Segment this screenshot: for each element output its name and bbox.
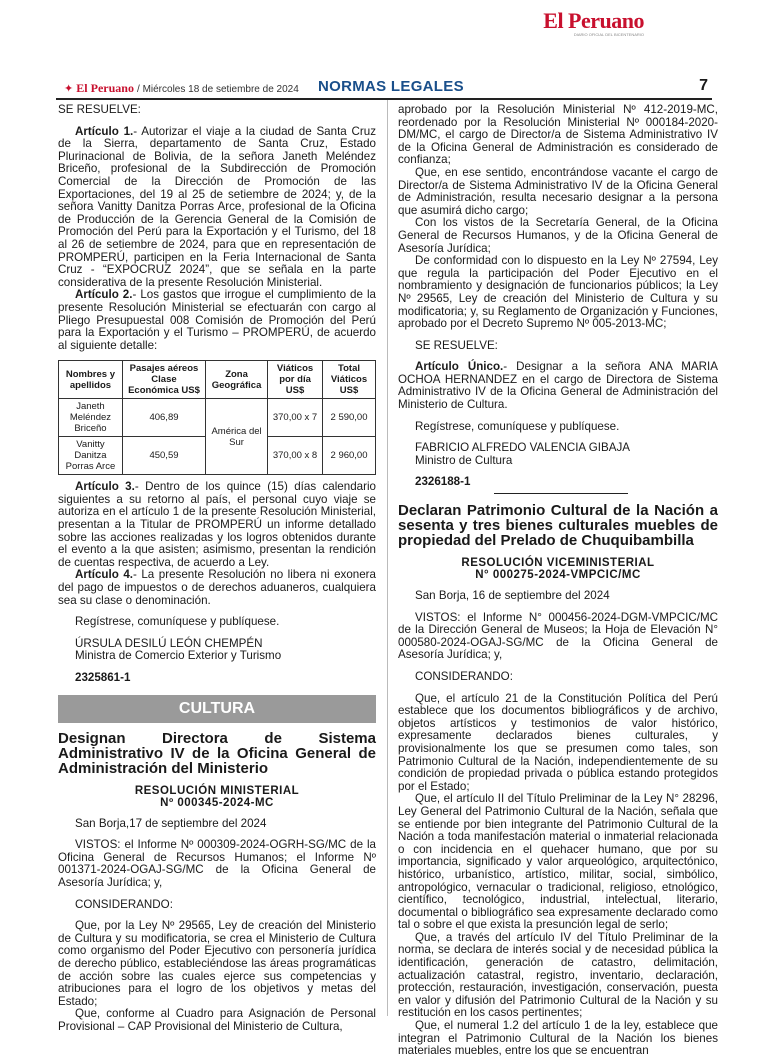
signer-title: Ministro de Cultura xyxy=(415,453,513,467)
table-header: Total Viáticos US$ xyxy=(323,361,376,399)
table-row: Vanitty Danitza Porras Arce 450,59 370,00 x 8 2 960,00 xyxy=(59,437,376,475)
brand-logo: El Peruano xyxy=(543,8,644,33)
headline: Declaran Patrimonio Cultural de la Nación a sesenta y tres bienes culturales muebles de propiedad del Prelado de Chuquibambilla xyxy=(398,502,718,550)
considerando: CONSIDERANDO: xyxy=(415,670,513,683)
table-header: Pasajes aéreos Clase Económica US$ xyxy=(122,361,205,399)
considerando-4: Que, el numeral 1.2 del artículo 1 de la ley, establece que integran el Patrimonio Cultural de la Nación los bienes materiales muebles, entre los que se encuentran xyxy=(398,1019,718,1058)
section-band: CULTURA xyxy=(58,695,376,723)
vistos: VISTOS: el Informe Nº 000309-2024-OGRH-SG/MC de la Oficina General de Recursos Humanos; el Informe Nº 001371-2024-OGAJ-SG/MC de la Oficina General de Asesoría Jurídica; y, xyxy=(58,838,376,889)
brand xyxy=(543,8,644,37)
article-unico: Artículo Único.- Designar a la señora ANA MARIA OCHOA HERNANDEZ en el cargo de Directora de Sistema Administrativo IV de la Oficina General de Administración del Ministerio de Cultura. xyxy=(398,360,718,412)
considerando: CONSIDERANDO: xyxy=(75,897,173,911)
signer-name: ÚRSULA DESILÚ LEÓN CHEMPÉN xyxy=(75,636,263,650)
registrese: Regístrese, comuníquese y publíquese. xyxy=(75,615,280,629)
article-4: Artículo 4.- La presente Resolución no libera ni exonera del pago de impuestos o de derechos aduaneros, cualquiera sea su clase o denominación. xyxy=(58,568,376,607)
signer-name: FABRICIO ALFREDO VALENCIA GIBAJA xyxy=(415,441,630,455)
viaticos-table xyxy=(58,360,376,475)
doc-code: 2325861-1 xyxy=(75,671,131,684)
se-resuelve: SE RESUELVE: xyxy=(58,103,141,116)
doc-code: 2326188-1 xyxy=(415,475,471,489)
se-resuelve: SE RESUELVE: xyxy=(415,338,498,352)
considerando-3: Que, a través del artículo IV del Título Preliminar de la norma, se declara de interés social y de necesidad pública la identificación, generación de catastro, delimitación, actualización catastral, registro, inventario, declaración, protección, restauración, investigación, conservación, puesta en valor y difusión del Patrimonio Cultural de la Nación y su restitución en los casos pertinentes; xyxy=(398,930,718,1020)
signer-title: Ministra de Comercio Exterior y Turismo xyxy=(75,649,282,663)
resolution-title: RESOLUCIÓN MINISTERIAL xyxy=(134,784,300,797)
table-header: Viáticos por día US$ xyxy=(268,361,323,399)
table-row: Janeth Meléndez Briceño 406,89 América del Sur 370,00 x 7 2 590,00 xyxy=(59,399,376,437)
paragraph: Que, en ese sentido, encontrándose vacante el cargo de Director/a de Sistema Administrativo IV de la Oficina General de Administración, resulta necesario designar a la persona que asumirá dicho cargo; xyxy=(398,165,718,217)
table-header: Nombres y apellidos xyxy=(59,361,123,399)
header-logo-text: El Peruano xyxy=(76,81,134,95)
vistos: VISTOS: el Informe N° 000456-2024-DGM-VMPCIC/MC de la Dirección General de Museos; la Hoja de Elevación N° 000580-2024-OGAJ-SG/MC de la Oficina General de Asesoría Jurídica; y, xyxy=(398,610,718,662)
headline: Designan Directora de Sistema Administrativo IV de la Oficina General de Administración del Ministerio xyxy=(58,729,376,777)
paragraph: De conformidad con lo dispuesto en la Ley Nº 27594, Ley que regula la participación del Poder Ejecutivo en el nombramiento y designación de funcionarios públicos; la Ley Nº 29565, Ley de creación del Ministerio de Cultura y su modificatoria; y, su Reglamento de Organización y Funciones, aprobado por el Decreto Supremo Nº 005-2013-MC; xyxy=(398,254,718,331)
paragraph: aprobado por la Resolución Ministerial Nº 412-2019-MC, reordenado por la Resolución Ministerial Nº 000184-2020-DM/MC, el cargo de Director/a de Sistema Administrativo IV de la Oficina General de Administración es considerado de confianza; xyxy=(398,103,718,167)
paragraph: Con los vistos de la Secretaría General, de la Oficina General de Recursos Humanos, y de la Oficina General de Asesoría Jurídica; xyxy=(398,216,718,255)
right-column xyxy=(398,104,718,1058)
column-divider xyxy=(387,100,388,1016)
header-rule xyxy=(56,98,712,100)
brand-tagline: DIARIO OFICIAL DEL BICENTENARIO xyxy=(573,32,644,37)
considerando-2: Que, conforme al Cuadro para Asignación de Personal Provisional – CAP Provisional del Ministerio de Cultura, xyxy=(58,1007,376,1033)
registrese: Regístrese, comuníquese y publíquese. xyxy=(415,419,620,433)
section-title: NORMAS LEGALES xyxy=(318,78,464,95)
header-logo xyxy=(64,81,299,96)
resolution-number: Nº 000345-2024-MC xyxy=(160,796,274,809)
table-header: Zona Geográfica xyxy=(206,361,268,399)
resolution-title: RESOLUCIÓN VICEMINISTERIAL xyxy=(461,557,655,570)
page-number: 7 xyxy=(699,77,708,94)
article-1: Artículo 1.- Autorizar el viaje a la ciudad de Santa Cruz de la Sierra, departamento de Santa Cruz, Estado Plurinacional de Bolivia, de la señora Janeth Meléndez Briceño, profesional de la Subdirección de Promoción Comercial de la Dirección de Promoción de las Exportaciones, del 19 al 25 de setiembre de 2024; y, de la señora Vanitty Danitza Porras Arce, profesional de la Oficina de Producción de la Gerencia General de la Comisión de Promoción del Perú para la Exportación y el Turismo, del 18 al 26 de setiembre de 2024, para que en representación de PROMPERÚ, participen en la Feria Internacional de Santa Cruz - “EXPOCRUZ 2024”, que se señala en la parte considerativa de la presente Resolución Ministerial. xyxy=(58,124,376,289)
place-date: San Borja, 16 de septiembre del 2024 xyxy=(415,589,610,603)
flag-icon: ✦ xyxy=(64,83,74,95)
place-date: San Borja,17 de septiembre del 2024 xyxy=(75,816,267,830)
left-column xyxy=(58,104,376,1034)
considerando-1: Que, el artículo 21 de la Constitución Política del Perú establece que los documentos bibliográficos y de archivo, objetos artísticos y testimonios de valor histórico, expresamente declarados bienes culturales, y provisionalmente los que se presumen como tales, son Patrimonio Cultural de la Nación, independientemente de su condición de propiedad privada o pública estando protegidos por el Estado; xyxy=(398,691,718,793)
article-3: Artículo 3.- Dentro de los quince (15) días calendario siguientes a su retorno al país, el personal cuyo viaje se autoriza en el artículo 1 de la presente Resolución Ministerial, presentan a la Titular de PROMPERÚ un informe detallado sobre las acciones realizadas y los logros obtenidos durante el evento a la que asisten; asimismo, presentan la rendición de cuentas respectiva, de acuerdo a Ley. xyxy=(58,480,376,569)
considerando-1: Que, por la Ley Nº 29565, Ley de creación del Ministerio de Cultura y su modificatoria, se crea el Ministerio de Cultura como organismo del Poder Ejecutivo con personería jurídica de derecho público, estableciéndose las áreas programáticas de acción sobre las cuales ejerce sus competencias y atribuciones para el logro de los objetivos y metas del Estado; xyxy=(58,919,376,1008)
considerando-2: Que, el artículo II del Título Preliminar de la Ley N° 28296, Ley General del Patrimonio Cultural de la Nación, señala que se entiende por bien integrante del Patrimonio Cultural de la Nación a toda manifestación material o inmaterial relacionada o con incidencia en el quehacer humano, que por su importancia, significado y valor arqueológico, arquitectónico, histórico, urbanístico, artístico, militar, social, simbólico, antropológico, vernacular o tradicional, religioso, etnológico, científico, tecnológico, industrial, intelectual, literario, documental o bibliográfico sea expresamente declarado como tal o sobre el que exista la presunción legal de serlo; xyxy=(398,792,718,932)
article-2: Artículo 2.- Los gastos que irrogue el cumplimiento de la presente Resolución Ministerial se efectuarán con cargo al Pliego Presupuestal 008 Comisión de Promoción del Perú para la Exportación y el Turismo – PROMPERÚ, de acuerdo al siguiente detalle: xyxy=(58,288,376,352)
resolution-number: N° 000275-2024-VMPCIC/MC xyxy=(475,569,641,582)
header-date: / Miércoles 18 de setiembre de 2024 xyxy=(137,84,299,95)
page-header xyxy=(56,76,712,98)
